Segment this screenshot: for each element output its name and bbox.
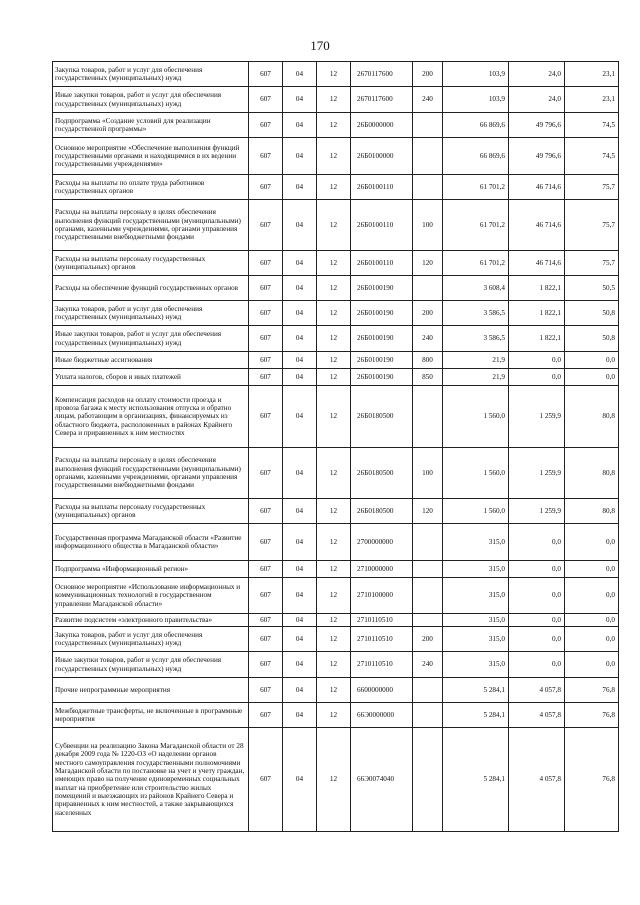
- row-name: Расходы на выплаты по оплате труда работников государственных органов: [53, 175, 249, 200]
- row-name: Закупка товаров, работ и услуг для обеспечения государственных (муниципальных) нужд: [53, 627, 249, 652]
- expense-type-code: [413, 138, 443, 175]
- article-code: 26Б0100110: [351, 200, 413, 251]
- ministry-code: 607: [249, 326, 283, 352]
- row-name: Подпрограмма «Создание условий для реализации государственной программы»: [53, 113, 249, 138]
- execution-percent: 0,0: [565, 561, 619, 578]
- subsection-code: 12: [317, 703, 351, 728]
- plan-amount: 315,0: [443, 524, 509, 561]
- row-name: Развитие подсистем «электронного правительства»: [53, 614, 249, 627]
- section-code: 04: [283, 62, 317, 87]
- subsection-code: 12: [317, 200, 351, 251]
- table-row: [53, 448, 619, 499]
- fact-amount: 0,0: [509, 578, 565, 614]
- row-name: Расходы на выплаты персоналу в целях обеспечения выполнения функций государственными (муниципальными) органами, казенными учреждениями, органами управления государственными внебюджетными фондами: [53, 200, 249, 251]
- subsection-code: 12: [317, 448, 351, 499]
- plan-amount: 1 560,0: [443, 499, 509, 524]
- plan-amount: 315,0: [443, 561, 509, 578]
- section-code: 04: [283, 276, 317, 301]
- fact-amount: 0,0: [509, 524, 565, 561]
- expense-type-code: 240: [413, 87, 443, 113]
- subsection-code: 12: [317, 728, 351, 832]
- ministry-code: 607: [249, 352, 283, 369]
- fact-amount: 46 714,6: [509, 200, 565, 251]
- row-name: Закупка товаров, работ и услуг для обеспечения государственных (муниципальных) нужд: [53, 301, 249, 326]
- table-row: [53, 200, 619, 251]
- ministry-code: 607: [249, 678, 283, 703]
- ministry-code: 607: [249, 113, 283, 138]
- ministry-code: 607: [249, 276, 283, 301]
- subsection-code: 12: [317, 678, 351, 703]
- subsection-code: 12: [317, 652, 351, 678]
- article-code: 2710100000: [351, 578, 413, 614]
- expense-type-code: [413, 175, 443, 200]
- section-code: 04: [283, 87, 317, 113]
- subsection-code: 12: [317, 175, 351, 200]
- expense-type-code: 120: [413, 499, 443, 524]
- execution-percent: 0,0: [565, 524, 619, 561]
- expense-type-code: [413, 524, 443, 561]
- section-code: 04: [283, 703, 317, 728]
- table-row: [53, 678, 619, 703]
- execution-percent: 75,7: [565, 200, 619, 251]
- execution-percent: 23,1: [565, 87, 619, 113]
- execution-percent: 0,0: [565, 652, 619, 678]
- expense-type-code: [413, 113, 443, 138]
- execution-percent: 74,5: [565, 113, 619, 138]
- fact-amount: 4 057,8: [509, 703, 565, 728]
- row-name: Расходы на обеспечение функций государственных органов: [53, 276, 249, 301]
- expense-type-code: 120: [413, 251, 443, 276]
- article-code: 26Б0100000: [351, 138, 413, 175]
- subsection-code: 12: [317, 326, 351, 352]
- table-row: [53, 369, 619, 386]
- section-code: 04: [283, 561, 317, 578]
- section-code: 04: [283, 614, 317, 627]
- article-code: 26Б0100190: [351, 301, 413, 326]
- article-code: 2710110510: [351, 614, 413, 627]
- subsection-code: 12: [317, 276, 351, 301]
- execution-percent: 75,7: [565, 175, 619, 200]
- execution-percent: 0,0: [565, 578, 619, 614]
- table-row: [53, 578, 619, 614]
- expense-type-code: 850: [413, 369, 443, 386]
- fact-amount: 1 259,9: [509, 386, 565, 448]
- execution-percent: 50,5: [565, 276, 619, 301]
- execution-percent: 23,1: [565, 62, 619, 87]
- fact-amount: 46 714,6: [509, 251, 565, 276]
- execution-percent: 74,5: [565, 138, 619, 175]
- article-code: 26Б0100190: [351, 326, 413, 352]
- expense-type-code: [413, 276, 443, 301]
- table-row: [53, 352, 619, 369]
- expense-type-code: 100: [413, 200, 443, 251]
- table-row: [53, 627, 619, 652]
- article-code: 2700000000: [351, 524, 413, 561]
- article-code: 26Б0100190: [351, 369, 413, 386]
- subsection-code: 12: [317, 251, 351, 276]
- fact-amount: 24,0: [509, 62, 565, 87]
- subsection-code: 12: [317, 524, 351, 561]
- article-code: 26Б0000000: [351, 113, 413, 138]
- table-row: [53, 276, 619, 301]
- subsection-code: 12: [317, 87, 351, 113]
- plan-amount: 66 869,6: [443, 138, 509, 175]
- fact-amount: 0,0: [509, 614, 565, 627]
- article-code: 26Б0100110: [351, 175, 413, 200]
- plan-amount: 103,9: [443, 62, 509, 87]
- subsection-code: 12: [317, 113, 351, 138]
- plan-amount: 103,9: [443, 87, 509, 113]
- expense-type-code: [413, 614, 443, 627]
- fact-amount: 1 259,9: [509, 448, 565, 499]
- article-code: 66Э0074040: [351, 728, 413, 832]
- plan-amount: 1 560,0: [443, 448, 509, 499]
- fact-amount: 49 796,6: [509, 113, 565, 138]
- section-code: 04: [283, 499, 317, 524]
- table-row: [53, 561, 619, 578]
- fact-amount: 0,0: [509, 652, 565, 678]
- row-name: Расходы на выплаты персоналу в целях обеспечения выполнения функций государственными (муниципальными) органами, казенными учреждениями, органами управления государственными внебюджетными фондами: [53, 448, 249, 499]
- execution-percent: 80,8: [565, 448, 619, 499]
- ministry-code: 607: [249, 524, 283, 561]
- row-name: Основное мероприятие «Использование информационных и коммуникационных технологий в государственном управлении Магаданской области»: [53, 578, 249, 614]
- ministry-code: 607: [249, 627, 283, 652]
- subsection-code: 12: [317, 369, 351, 386]
- row-name: Уплата налогов, сборов и иных платежей: [53, 369, 249, 386]
- row-name: Иные закупки товаров, работ и услуг для обеспечения государственных (муниципальных) нужд: [53, 87, 249, 113]
- fact-amount: 46 714,6: [509, 175, 565, 200]
- expense-type-code: 200: [413, 301, 443, 326]
- subsection-code: 12: [317, 627, 351, 652]
- table-row: [53, 499, 619, 524]
- ministry-code: 607: [249, 369, 283, 386]
- execution-percent: 75,7: [565, 251, 619, 276]
- fact-amount: 0,0: [509, 561, 565, 578]
- row-name: Компенсация расходов на оплату стоимости проезда и провоза багажа к месту использования отпуска и обратно лицам, работающим в организациях, финансируемых из областного бюджета, расположенных в районах Крайнего Севера и приравненных к ним местностях: [53, 386, 249, 448]
- expense-type-code: [413, 728, 443, 832]
- section-code: 04: [283, 578, 317, 614]
- plan-amount: 61 701,2: [443, 200, 509, 251]
- ministry-code: 607: [249, 386, 283, 448]
- fact-amount: 4 057,8: [509, 678, 565, 703]
- fact-amount: 0,0: [509, 352, 565, 369]
- execution-percent: 76,8: [565, 678, 619, 703]
- section-code: 04: [283, 138, 317, 175]
- expense-type-code: [413, 678, 443, 703]
- plan-amount: 61 701,2: [443, 175, 509, 200]
- execution-percent: 76,8: [565, 703, 619, 728]
- plan-amount: 66 869,6: [443, 113, 509, 138]
- section-code: 04: [283, 678, 317, 703]
- execution-percent: 80,8: [565, 386, 619, 448]
- section-code: 04: [283, 113, 317, 138]
- table-row: [53, 652, 619, 678]
- table-row: [53, 326, 619, 352]
- row-name: Прочие непрограммные мероприятия: [53, 678, 249, 703]
- subsection-code: 12: [317, 561, 351, 578]
- article-code: 2710110510: [351, 652, 413, 678]
- execution-percent: 76,8: [565, 728, 619, 832]
- expense-type-code: [413, 561, 443, 578]
- row-name: Иные бюджетные ассигнования: [53, 352, 249, 369]
- execution-percent: 50,8: [565, 326, 619, 352]
- expense-type-code: 200: [413, 62, 443, 87]
- ministry-code: 607: [249, 62, 283, 87]
- ministry-code: 607: [249, 614, 283, 627]
- table-row: [53, 175, 619, 200]
- article-code: 6600000000: [351, 678, 413, 703]
- ministry-code: 607: [249, 703, 283, 728]
- article-code: 26Б0180500: [351, 386, 413, 448]
- plan-amount: 5 284,1: [443, 728, 509, 832]
- section-code: 04: [283, 448, 317, 499]
- ministry-code: 607: [249, 578, 283, 614]
- row-name: Субвенции на реализацию Закона Магаданской области от 28 декабря 2009 года № 1220-ОЗ «О наделении органов местного самоуправления государственными полномочиями Магаданской области по постановке на учет и учету граждан, имеющих право на получение единовременных социальных выплат на приобретение или строительство жилых помещений и выезжающих из районов Крайнего Севера и приравненных к ним местностей, а также закрывающихся населенных: [53, 728, 249, 832]
- execution-percent: 0,0: [565, 352, 619, 369]
- fact-amount: 4 057,8: [509, 728, 565, 832]
- section-code: 04: [283, 627, 317, 652]
- table-row: [53, 524, 619, 561]
- section-code: 04: [283, 369, 317, 386]
- table-row: [53, 614, 619, 627]
- subsection-code: 12: [317, 62, 351, 87]
- ministry-code: 607: [249, 138, 283, 175]
- subsection-code: 12: [317, 614, 351, 627]
- article-code: 26Б0180500: [351, 499, 413, 524]
- execution-percent: 0,0: [565, 614, 619, 627]
- article-code: 2710000000: [351, 561, 413, 578]
- subsection-code: 12: [317, 386, 351, 448]
- expense-type-code: 100: [413, 448, 443, 499]
- subsection-code: 12: [317, 499, 351, 524]
- article-code: 2670117600: [351, 87, 413, 113]
- section-code: 04: [283, 728, 317, 832]
- ministry-code: 607: [249, 561, 283, 578]
- subsection-code: 12: [317, 578, 351, 614]
- section-code: 04: [283, 386, 317, 448]
- execution-percent: 0,0: [565, 369, 619, 386]
- table-row: [53, 386, 619, 448]
- table-row: [53, 301, 619, 326]
- expense-type-code: 200: [413, 627, 443, 652]
- table-row: [53, 251, 619, 276]
- fact-amount: 49 796,6: [509, 138, 565, 175]
- row-name: Межбюджетные трансферты, не включенные в программные мероприятия: [53, 703, 249, 728]
- plan-amount: 315,0: [443, 652, 509, 678]
- ministry-code: 607: [249, 175, 283, 200]
- fact-amount: 0,0: [509, 369, 565, 386]
- table-row: [53, 728, 619, 832]
- plan-amount: 5 284,1: [443, 703, 509, 728]
- fact-amount: 24,0: [509, 87, 565, 113]
- article-code: 2670117600: [351, 62, 413, 87]
- plan-amount: 61 701,2: [443, 251, 509, 276]
- section-code: 04: [283, 301, 317, 326]
- article-code: 66Э0000000: [351, 703, 413, 728]
- fact-amount: 0,0: [509, 627, 565, 652]
- subsection-code: 12: [317, 301, 351, 326]
- row-name: Иные закупки товаров, работ и услуг для обеспечения государственных (муниципальных) нужд: [53, 326, 249, 352]
- ministry-code: 607: [249, 87, 283, 113]
- section-code: 04: [283, 524, 317, 561]
- section-code: 04: [283, 175, 317, 200]
- row-name: Иные закупки товаров, работ и услуг для обеспечения государственных (муниципальных) нужд: [53, 652, 249, 678]
- article-code: 26Б0100190: [351, 352, 413, 369]
- subsection-code: 12: [317, 138, 351, 175]
- section-code: 04: [283, 326, 317, 352]
- ministry-code: 607: [249, 200, 283, 251]
- article-code: 26Б0100190: [351, 276, 413, 301]
- expense-type-code: [413, 386, 443, 448]
- plan-amount: 315,0: [443, 614, 509, 627]
- table-row: [53, 703, 619, 728]
- fact-amount: 1 822,1: [509, 276, 565, 301]
- plan-amount: 1 560,0: [443, 386, 509, 448]
- plan-amount: 315,0: [443, 627, 509, 652]
- expense-type-code: [413, 578, 443, 614]
- page-number: 170: [310, 38, 330, 53]
- ministry-code: 607: [249, 652, 283, 678]
- expense-type-code: 800: [413, 352, 443, 369]
- expense-type-code: [413, 703, 443, 728]
- ministry-code: 607: [249, 301, 283, 326]
- article-code: 2710110510: [351, 627, 413, 652]
- fact-amount: 1 259,9: [509, 499, 565, 524]
- plan-amount: 21,9: [443, 352, 509, 369]
- table-row: [53, 62, 619, 87]
- execution-percent: 0,0: [565, 627, 619, 652]
- ministry-code: 607: [249, 499, 283, 524]
- subsection-code: 12: [317, 352, 351, 369]
- ministry-code: 607: [249, 728, 283, 832]
- plan-amount: 21,9: [443, 369, 509, 386]
- fact-amount: 1 822,1: [509, 326, 565, 352]
- fact-amount: 1 822,1: [509, 301, 565, 326]
- execution-percent: 80,8: [565, 499, 619, 524]
- row-name: Подпрограмма «Информационный регион»: [53, 561, 249, 578]
- budget-table: [52, 61, 619, 832]
- section-code: 04: [283, 352, 317, 369]
- table-row: [53, 113, 619, 138]
- table-row: [53, 87, 619, 113]
- row-name: Основное мероприятие «Обеспечение выполнения функций государственными органами и находящимися в их ведении государственными учреждениями»: [53, 138, 249, 175]
- plan-amount: 5 284,1: [443, 678, 509, 703]
- article-code: 26Б0100110: [351, 251, 413, 276]
- section-code: 04: [283, 251, 317, 276]
- plan-amount: 3 608,4: [443, 276, 509, 301]
- row-name: Закупка товаров, работ и услуг для обеспечения государственных (муниципальных) нужд: [53, 62, 249, 87]
- plan-amount: 315,0: [443, 578, 509, 614]
- plan-amount: 3 586,5: [443, 301, 509, 326]
- ministry-code: 607: [249, 251, 283, 276]
- row-name: Государственная программа Магаданской области «Развитие информационного общества в Магаданской области»: [53, 524, 249, 561]
- expense-type-code: 240: [413, 326, 443, 352]
- article-code: 26Б0180500: [351, 448, 413, 499]
- row-name: Расходы на выплаты персоналу государственных (муниципальных) органов: [53, 251, 249, 276]
- table-row: [53, 138, 619, 175]
- row-name: Расходы на выплаты персоналу государственных (муниципальных) органов: [53, 499, 249, 524]
- execution-percent: 50,8: [565, 301, 619, 326]
- section-code: 04: [283, 200, 317, 251]
- expense-type-code: 240: [413, 652, 443, 678]
- section-code: 04: [283, 652, 317, 678]
- ministry-code: 607: [249, 448, 283, 499]
- plan-amount: 3 586,5: [443, 326, 509, 352]
